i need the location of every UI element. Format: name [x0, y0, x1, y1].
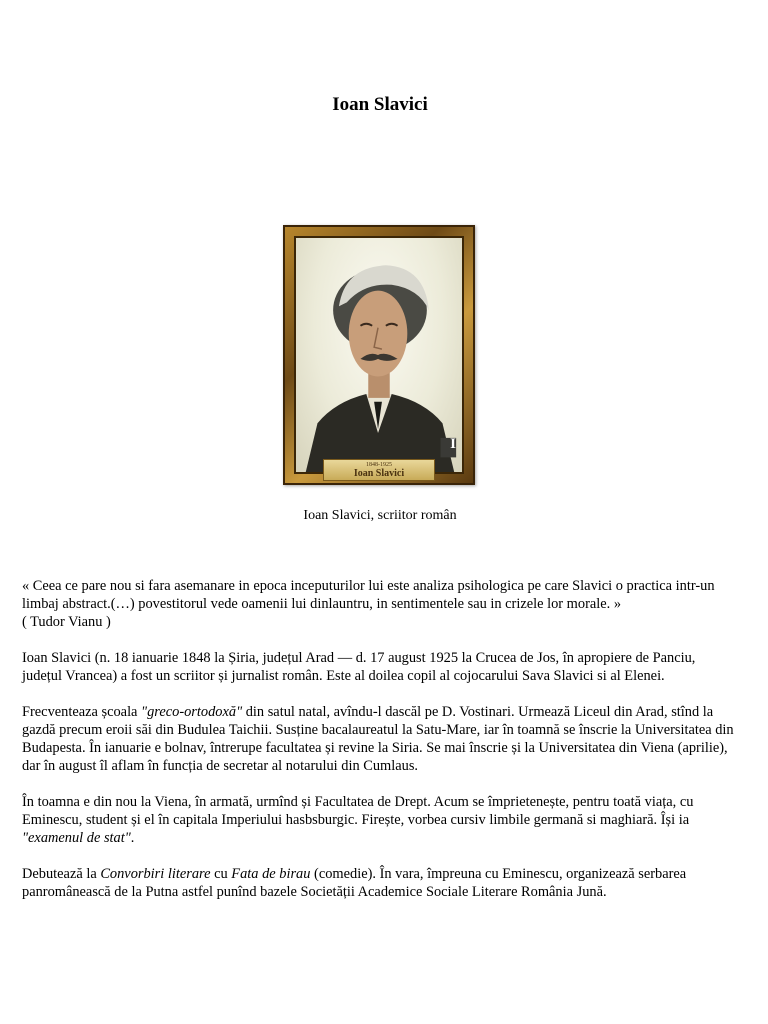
quote-author: ( Tudor Vianu ) — [22, 614, 111, 630]
paragraph-education — [22, 703, 738, 775]
article-body — [22, 577, 738, 919]
text-segment: cu — [210, 866, 232, 882]
corner-mark: I — [450, 436, 456, 452]
paragraph-birth: Ioan Slavici (n. 18 ianuarie 1848 la Șiria, județul Arad — d. 17 august 1925 la Crucea de Jos, în apropiere de Panciu, județul Vrancea) a fost un scriitor și jurnalist român. Este al doilea copil al cojocarului Sava Slavici si al Elenei. — [22, 650, 696, 684]
text-segment: Debutează la — [22, 866, 101, 882]
text-segment: . — [130, 830, 135, 846]
quote-text: « Ceea ce pare nou si fara asemanare in epoca inceputurilor lui este analiza psihologica pe care Slavici o practica intr-un limbaj abstract.(…) povestitorul vede oamenii lui dinlauntru, in sentimentele sau in crizele lor morale. » — [22, 578, 715, 612]
portrait-frame — [283, 225, 475, 485]
plaque-years: 1848-1925 — [366, 462, 392, 468]
text-segment: (comedie). În vara, împreuna cu Eminescu, organizează serbarea panromânească de la Putna astfel punînd bazele Societății Academice Sociale Literare România Jună. — [22, 866, 687, 900]
text-segment: În toamna e din nou la Viena, în armată, urmînd și Facultatea de Drept. Acum se împrietenește, pentru toată viața, cu Eminescu, student și el în capitala Imperiului hasbsburgic. Firește, vorbea cursiv limbile germană si maghiară. Își ia — [22, 794, 694, 828]
italic-title: Fata de birau — [231, 866, 311, 882]
portrait-plaque — [323, 459, 435, 481]
portrait-caption: Ioan Slavici, scriitor român — [303, 508, 457, 523]
italic-term: "greco-ortodoxă" — [141, 704, 243, 720]
paragraph-vienna — [22, 793, 738, 847]
text-segment: din satul natal, avîndu-l dascăl pe D. Vostinari. Urmează Liceul din Arad, stînd la gazdă precum eroii săi din Budulea Taichii. Susține bacalaureatul la Satu-Mare, iar în toamnă se înscrie la Universitatea din Budapesta. În ianuarie e bolnav, întrerupe facultatea și revine la Siria. Se mai înscrie și la Universitatea din Viena (aprilie), dar în august îl aflam în funcția de secretar al notarului din Cumlaus. — [22, 704, 734, 774]
italic-term: "examenul de stat" — [22, 830, 131, 846]
italic-title: Convorbiri literare — [100, 866, 211, 882]
paragraph-debut — [22, 865, 738, 901]
plaque-name: Ioan Slavici — [353, 468, 405, 479]
portrait-image — [294, 236, 464, 474]
page-title: Ioan Slavici — [332, 94, 428, 115]
portrait-drawing — [296, 238, 462, 472]
text-segment: Frecventeaza școala — [22, 704, 142, 720]
